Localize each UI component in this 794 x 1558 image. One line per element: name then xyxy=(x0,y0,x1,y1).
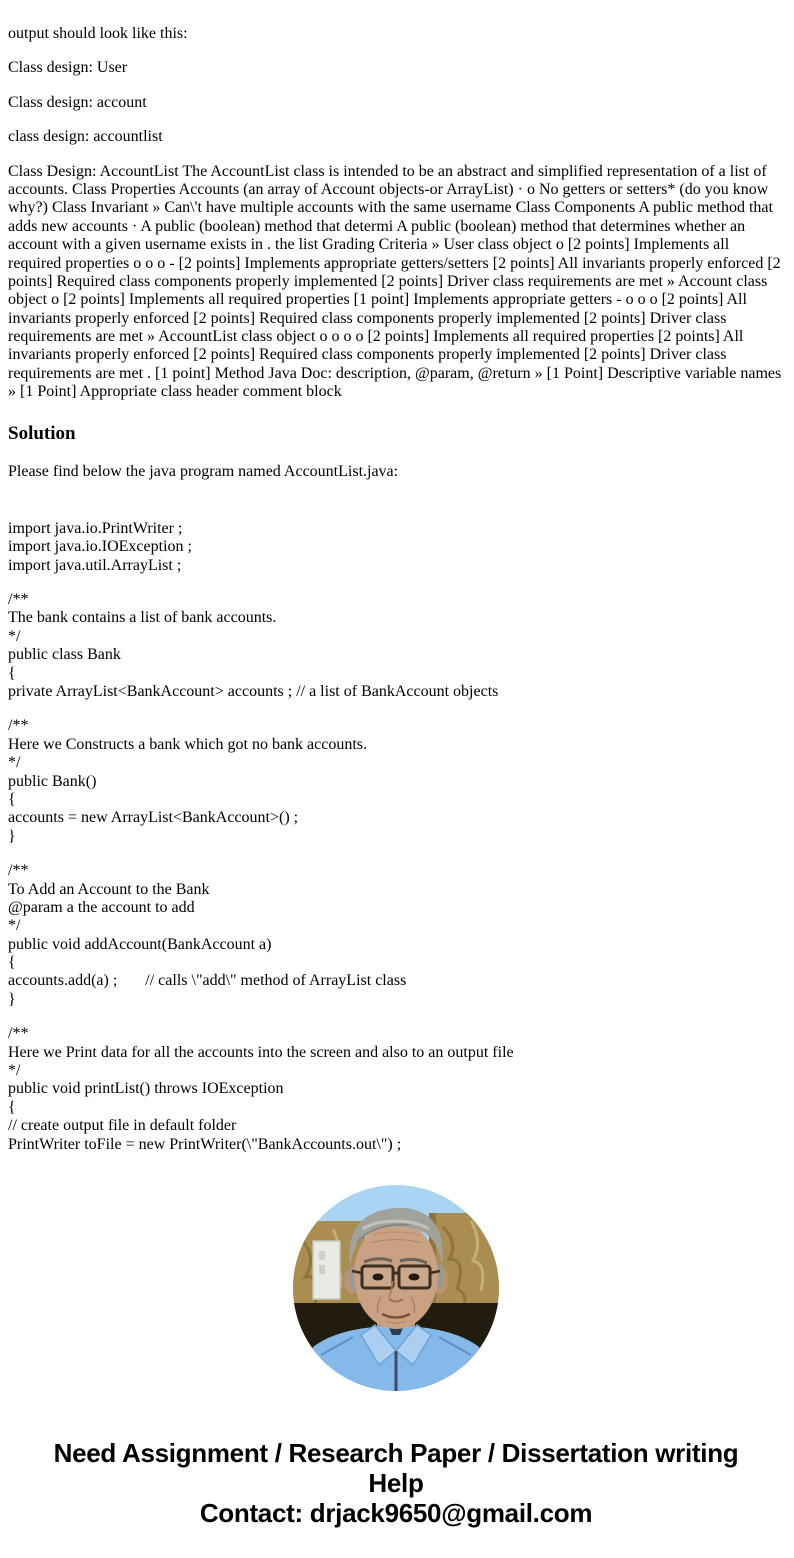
class-design-accountlist-line: class design: accountlist xyxy=(8,128,163,146)
code-line: { xyxy=(8,664,16,682)
code-line: public void printList() throws IOException xyxy=(8,1080,284,1098)
class-design-user-line: Class design: User xyxy=(8,59,128,77)
code-line: } xyxy=(8,827,16,845)
code-line: */ xyxy=(8,627,21,645)
assignment-description: Class Design: AccountList The AccountList class is intended to be an abstract and simplified representation of a list of accounts. Class Properties Accounts (an array of Account objects-or ArrayList) · o No getters or setters* (do you know why?) Class Invariant » Can\'t have multiple accounts with the same username Class Components A public method that adds new accounts · A public (boolean) method that determi A public (boolean) method that determines whether an account with a given username exists in . the list Grading Criteria » User class object o [2 points] Implements all required properties o o o - [2 points] Implements appropriate getters/setters [2 points] All invariants properly enforced [2 points] Required class components properly implemented [2 points] Driver class requirements are met » Account class object o [2 points] Implements all required properties [1 point] Implements appropriate getters - o o o [2 points] All invariants properly enforced [2 points] Required class components properly implemented [2 points] Driver class requirements are met » AccountList class object o o o o [2 points] Implements all required properties [2 points] All invariants properly enforced [2 points] Required class components properly implemented [2 points] Driver class requirements are met . [1 point] Method Java Doc: description, @param, @return » [1 Point] Descriptive variable names » [1 Point] Appropriate class header comment block xyxy=(8,162,782,401)
code-line: /** xyxy=(8,717,29,735)
code-line: { xyxy=(8,954,16,972)
solution-heading: Solution xyxy=(8,422,76,444)
intro-lead: output should look like this: xyxy=(8,25,188,42)
code-block-constructor xyxy=(8,717,784,846)
code-line: // create output file in default folder xyxy=(8,1117,237,1135)
code-block-class-bank xyxy=(8,591,784,701)
footer-contact-email: Contact: drjack9650@gmail.com xyxy=(199,1497,593,1528)
document-page xyxy=(8,25,784,1528)
solution-intro: Please find below the java program named AccountList.java: xyxy=(8,463,399,481)
code-line: /** xyxy=(8,1025,29,1043)
code-line: */ xyxy=(8,754,21,772)
code-line: public class Bank xyxy=(8,646,121,664)
code-line: */ xyxy=(8,917,21,935)
code-line: import java.io.PrintWriter ; xyxy=(8,519,183,537)
code-line: public void addAccount(BankAccount a) xyxy=(8,935,272,953)
code-line: /** xyxy=(8,862,29,880)
code-line: Here we Constructs a bank which got no bank accounts. xyxy=(8,735,368,753)
tutor-portrait-image xyxy=(293,1185,499,1391)
code-line: /** xyxy=(8,591,29,609)
code-line: public Bank() xyxy=(8,772,97,790)
code-line: private ArrayList<BankAccount> accounts ; // a list of BankAccount objects xyxy=(8,683,499,700)
code-line: import java.util.ArrayList ; xyxy=(8,556,182,574)
code-line: To Add an Account to the Bank xyxy=(8,880,210,898)
code-line: accounts.add(a) ; // calls \"add\" method of ArrayList class xyxy=(8,972,407,990)
code-line: } xyxy=(8,990,16,1008)
code-line: Here we Print data for all the accounts into the screen and also to an output file xyxy=(8,1043,514,1061)
footer-banner xyxy=(31,1438,761,1528)
code-line: */ xyxy=(8,1062,21,1080)
code-line: @param a the account to add xyxy=(8,898,195,916)
code-block-imports xyxy=(8,520,784,575)
code-block-add-account xyxy=(8,862,784,1009)
code-line: import java.io.IOException ; xyxy=(8,538,192,556)
class-design-account-line: Class design: account xyxy=(8,93,147,111)
footer-help-text: Need Assignment / Research Paper / Dissertation writing Help xyxy=(53,1437,739,1498)
code-line: PrintWriter toFile = new PrintWriter(\"BankAccounts.out\") ; xyxy=(8,1135,402,1153)
code-line: accounts = new ArrayList<BankAccount>() ; xyxy=(8,809,299,827)
code-block-print-list xyxy=(8,1025,784,1154)
code-line: The bank contains a list of bank accounts. xyxy=(8,609,277,627)
tutor-photo xyxy=(8,1185,784,1391)
code-line: { xyxy=(8,790,16,808)
code-line: { xyxy=(8,1098,16,1116)
